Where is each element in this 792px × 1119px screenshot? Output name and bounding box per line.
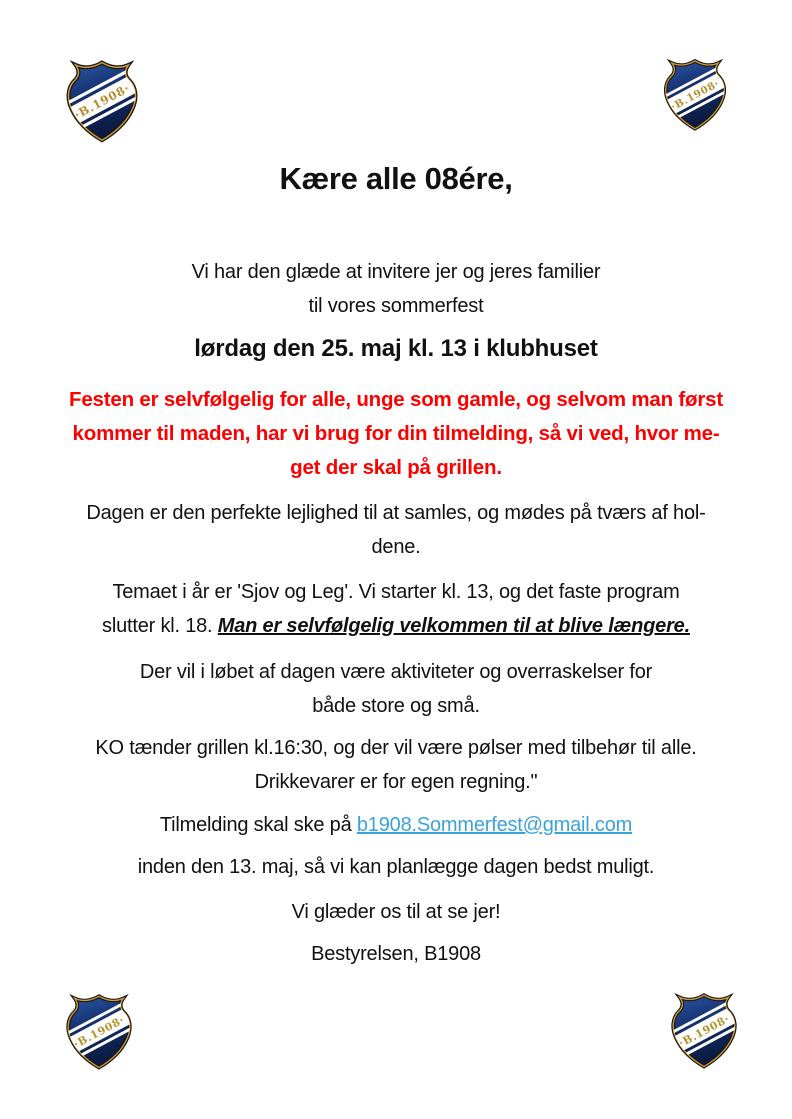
signup-paragraph	[0, 808, 792, 842]
text-line: både store og små.	[312, 695, 480, 717]
page-title: Kære alle 08ére,	[279, 161, 513, 196]
notice-paragraph	[0, 383, 792, 485]
grill-paragraph	[0, 731, 792, 799]
theme-line2-prefix: slutter kl. 18.	[102, 615, 218, 637]
text-line: Temaet i år er 'Sjov og Leg'. Vi starter kl. 13, og det faste program	[112, 581, 680, 603]
closing-line: Vi glæder os til at se jer!	[291, 901, 501, 923]
text-line: Drikkevarer er for egen regning."	[254, 771, 538, 793]
text-line	[0, 609, 792, 643]
signup-prefix: Tilmelding skal ske på	[159, 814, 357, 836]
signup-email-link[interactable]: b1908.Sommerfest@gmail.com	[356, 814, 633, 836]
text-line: kommer til maden, har vi brug for din tilmelding, så vi ved, hvor me-	[72, 422, 720, 445]
text-line: dene.	[371, 536, 421, 558]
invite-paragraph	[0, 255, 792, 323]
text-line: Festen er selvfølgelig for alle, unge som gamle, og selvom man først	[69, 388, 723, 411]
text-line: Dagen er den perfekte lejlighed til at samles, og mødes på tværs af hol-	[86, 502, 706, 524]
signature-line: Bestyrelsen, B1908	[311, 943, 481, 965]
b1908-crest-icon	[660, 56, 730, 133]
event-date-line: lørdag den 25. maj kl. 13 i klubhuset	[194, 335, 598, 362]
text-line: Vi har den glæde at invitere jer og jeres familier	[191, 261, 601, 283]
theme-paragraph	[0, 575, 792, 643]
text-line: KO tænder grillen kl.16:30, og der vil være pølser med tilbehør til alle.	[95, 737, 697, 759]
text-line: get der skal på grillen.	[290, 456, 502, 479]
b1908-crest-icon	[667, 990, 741, 1071]
text-line: Der vil i løbet af dagen være aktiviteter og overraskelser for	[139, 661, 653, 683]
b1908-crest-icon	[62, 57, 142, 145]
deadline-line: inden den 13. maj, så vi kan planlægge dagen bedst muligt.	[137, 856, 655, 878]
b1908-crest-icon	[62, 991, 136, 1072]
gathering-paragraph	[0, 496, 792, 564]
theme-emphasis: Man er selvfølgelig velkommen til at blive længere.	[217, 615, 690, 637]
activities-paragraph	[0, 655, 792, 723]
text-line: til vores sommerfest	[308, 295, 484, 317]
